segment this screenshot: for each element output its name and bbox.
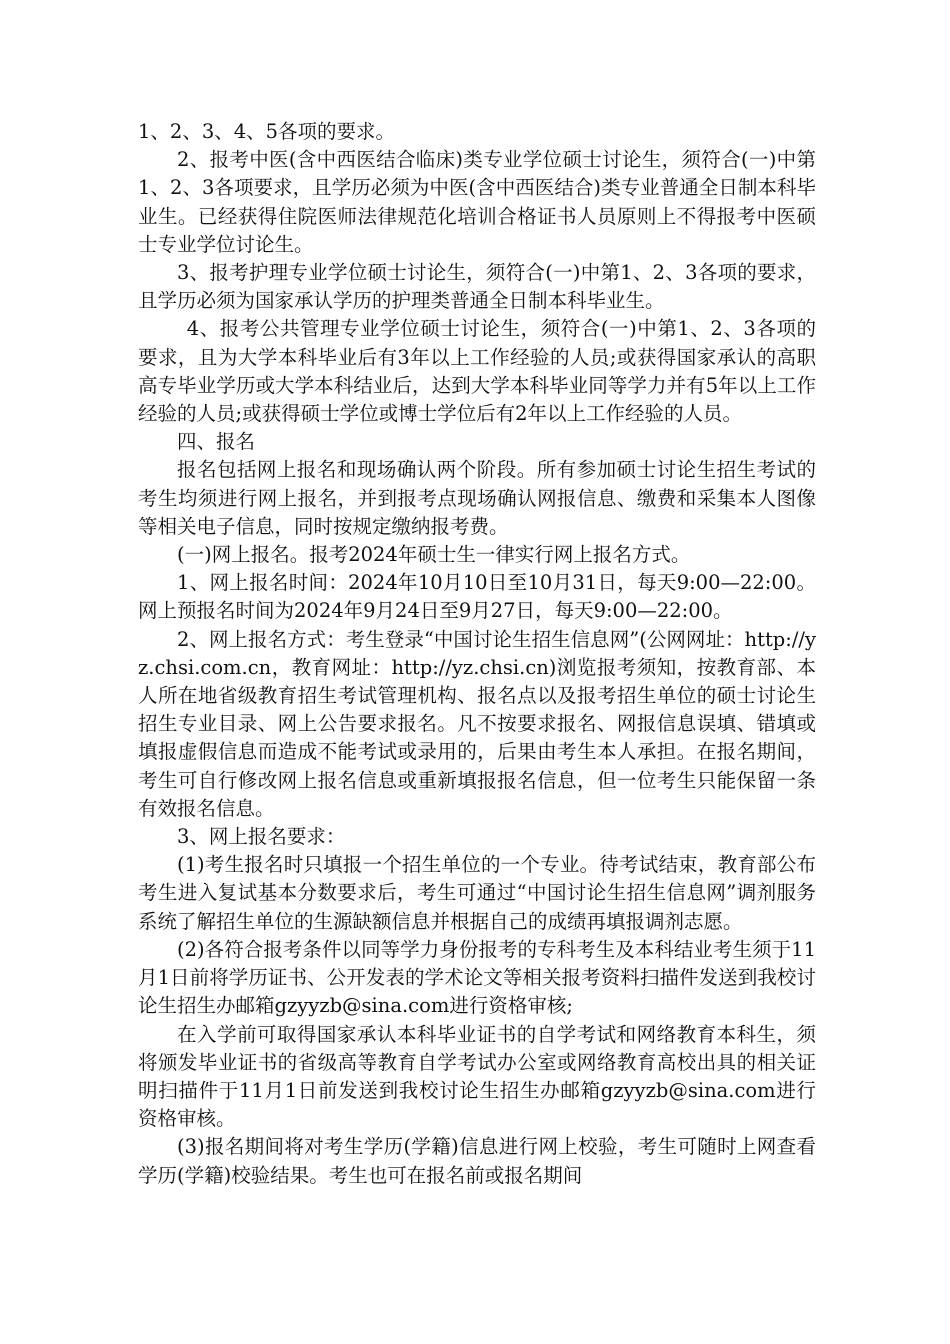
paragraph-nursing-requirement: 3、报考护理专业学位硕士讨论生，须符合(一)中第1、2、3各项的要求，且学历必须为国家承认学历的护理类普通全日制本科毕业生。 (138, 261, 816, 313)
document-body (138, 118, 816, 1190)
subheading-online-registration: (一)网上报名。报考2024年硕士生一律实行网上报名方式。 (177, 543, 691, 567)
paragraph-tcm-requirement: 2、报考中医(含中西医结合临床)类专业学位硕士讨论生，须符合(一)中第1、2、3各项要求，且学历必须为中医(含中西医结合)类专业普通全日制本科毕业生。已经获得住院医师法律规范化培训合格证书人员原则上不得报考中医硕士专业学位讨论生。 (138, 148, 816, 256)
paragraph-registration-overview: 报名包括网上报名和现场确认两个阶段。所有参加硕士讨论生招生考试的考生均须进行网上报名，并到报考点现场确认网报信息、缴费和采集本人图像等相关电子信息，同时按规定缴纳报考费。 (138, 458, 816, 538)
subheading-registration-requirements: 3、网上报名要求： (177, 825, 346, 849)
paragraph-public-admin-requirement: 4、报考公共管理专业学位硕士讨论生，须符合(一)中第1、2、3各项的要求，且为大学本科毕业后有3年以上工作经验的人员;或获得国家承认的高职高专毕业学历或大学本科结业后，达到大学本科毕业同等学力并有5年以上工作经验的人员;或获得硕士学位或博士学位后有2年以上工作经验的人员。 (138, 317, 816, 426)
paragraph-requirement-2: (2)各符合报考条件以同等学力身份报考的专科考生及本科结业考生须于11月1日前将学历证书、公开发表的学术论文等相关报考资料扫描件发送到我校讨论生招生办邮箱gzyyzb@sina.com进行资格审核; (138, 937, 816, 1018)
paragraph-requirement-1: (1)考生报名时只填报一个招生单位的一个专业。待考试结束，教育部公布考生进入复试基本分数要求后，考生可通过“中国讨论生招生信息网”调剂服务系统了解招生单位的生源缺额信息并根据自己的成绩再填报调剂志愿。 (138, 853, 816, 933)
section-heading-registration: 四、报名 (177, 430, 256, 454)
paragraph-continuation: 1、2、3、4、5各项的要求。 (138, 120, 396, 143)
paragraph-requirement-3: (3)报名期间将对考生学历(学籍)信息进行网上校验，考生可随时上网查看学历(学籍)校验结果。考生也可在报名前或报名期间 (138, 1135, 816, 1187)
paragraph-registration-method: 2、网上报名方式：考生登录“中国讨论生招生信息网”(公网网址：http://yz.chsi.com.cn，教育网址：http://yz.chsi.cn)浏览报考须知，按教育部、本人所在地省级教育招生考试管理机构、报名点以及报考招生单位的硕士讨论生招生专业目录、网上公告要求报名。凡不按要求报名、网报信息误填、错填或填报虚假信息而造成不能考试或录用的，后果由考生本人承担。在报名期间，考生可自行修改网上报名信息或重新填报报名信息，但一位考生只能保留一条有效报名信息。 (138, 627, 816, 820)
paragraph-self-study-note: 在入学前可取得国家承认本科毕业证书的自学考试和网络教育本科生，须将颁发毕业证书的省级高等教育自学考试办公室或网络教育高校出具的相关证明扫描件于11月1日前发送到我校讨论生招生办邮箱gzyyzb@sina.com进行资格审核。 (138, 1022, 816, 1131)
paragraph-registration-time: 1、网上报名时间：2024年10月10日至10月31日，每天9:00—22:00。网上预报名时间为2024年9月24日至9月27日，每天9:00—22:00。 (138, 571, 816, 623)
